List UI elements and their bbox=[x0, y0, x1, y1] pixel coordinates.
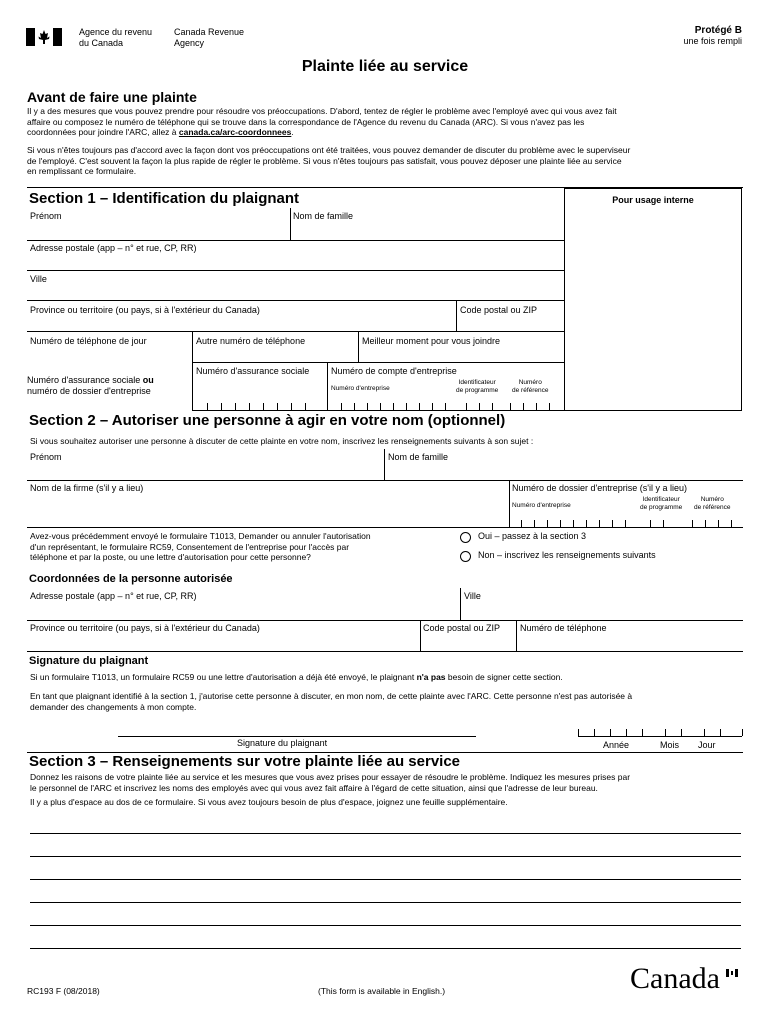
prior-auth-question: Avez-vous précédemment envoyé le formulaire T1013, Demander ou annuler l'autorisation d'un représentant, le formulaire RC59, Consentement de l'entreprise pour l'accès par téléphone et par la poste, ou une lettre d'autorisation pour cette personne? bbox=[30, 531, 371, 562]
char-box-tick bbox=[536, 403, 537, 410]
rep-first-name-field[interactable]: Prénom bbox=[30, 452, 62, 462]
char-box-tick bbox=[650, 520, 651, 527]
rep-last-name-field[interactable]: Nom de famille bbox=[388, 452, 449, 462]
char-box-tick bbox=[492, 403, 493, 410]
no-label: Non – inscrivez les renseignements suivants bbox=[478, 550, 656, 560]
agency-name-fr: Agence du revenu du Canada bbox=[79, 27, 153, 48]
signature-label: Signature du plaignant bbox=[237, 738, 328, 748]
char-box-tick bbox=[586, 520, 587, 527]
char-box-tick bbox=[718, 520, 719, 527]
writing-line[interactable] bbox=[30, 948, 741, 949]
section3-instructions: Donnez les raisons de votre plainte liée au service et les mesures que vous avez prises pour essayer de résoudre le problème. Indiquez les mesures prises par le personnel de l'ARC et inscrivez les noms des employés avec qui vous avez fait affaire à l'égard de cette situation, ainsi que l'adresse de leur bureau. bbox=[30, 772, 631, 793]
english-note: (This form is available in English.) bbox=[318, 986, 446, 996]
rep-province-field[interactable]: Province ou territoire (ou pays, si à l'extérieur du Canada) bbox=[30, 623, 260, 633]
address-field[interactable]: Adresse postale (app – n° et rue, CP, RR) bbox=[30, 243, 197, 253]
best-time-field[interactable]: Meilleur moment pour vous joindre bbox=[362, 336, 501, 346]
sin-field[interactable]: Numéro d'assurance sociale bbox=[196, 366, 310, 376]
last-name-field[interactable]: Nom de famille bbox=[293, 211, 354, 221]
province-field[interactable]: Province ou territoire (ou pays, si à l'extérieur du Canada) bbox=[30, 305, 260, 315]
char-box-tick bbox=[249, 403, 250, 410]
intro-paragraph-1: Il y a des mesures que vous pouvez prendre pour résoudre vos préoccupations. D'abord, tentez de régler le problème avec l'employé avec qui vous avez fait affaire ou composez le numéro de téléphone qui se trouve dans la correspondance de l'Agence du revenu du Canada (ARC). Si vous n'avez pas les coordonnées pour joindre l'ARC, allez à canada.ca/arc-coordonnees. bbox=[27, 106, 617, 137]
char-box-tick bbox=[521, 520, 522, 527]
char-box-tick bbox=[263, 403, 264, 410]
date-box-tick bbox=[578, 729, 579, 736]
char-box-tick bbox=[479, 403, 480, 410]
date-box-tick bbox=[642, 729, 643, 736]
date-box-tick bbox=[626, 729, 627, 736]
char-box-tick bbox=[663, 520, 664, 527]
char-box-tick bbox=[235, 403, 236, 410]
char-box-tick bbox=[510, 403, 511, 410]
char-box-tick bbox=[599, 520, 600, 527]
char-box-tick bbox=[466, 403, 467, 410]
section1-heading: Section 1 – Identification du plaignant bbox=[29, 190, 300, 207]
contact-link[interactable]: canada.ca/arc-coordonnees bbox=[178, 127, 292, 137]
char-box-tick bbox=[692, 520, 693, 527]
char-box-tick bbox=[277, 403, 278, 410]
char-box-tick bbox=[341, 403, 342, 410]
day-phone-field[interactable]: Numéro de téléphone de jour bbox=[30, 336, 147, 346]
intro-paragraph-2: Si vous n'êtes toujours pas d'accord avec la façon dont vos préoccupations ont été traitées, vous pouvez demander de discuter du problème avec le superviseur de l'employé. C'est souvent la façon la plus rapide de régler le problème. Si vous n'êtes toujours pas satisfait, vous pouvez déposer une plainte liée au service en remplissant ce formulaire. bbox=[27, 145, 631, 176]
no-radio[interactable] bbox=[460, 551, 471, 562]
yes-radio[interactable] bbox=[460, 532, 471, 543]
char-box-tick bbox=[291, 403, 292, 410]
firm-name-field[interactable]: Nom de la firme (s'il y a lieu) bbox=[30, 483, 144, 493]
bn-sub-label: Numéro d'entreprise bbox=[331, 385, 390, 392]
other-phone-field[interactable]: Autre numéro de téléphone bbox=[196, 336, 306, 346]
char-box-tick bbox=[393, 403, 394, 410]
char-box-tick bbox=[523, 403, 524, 410]
date-box-tick bbox=[594, 729, 595, 736]
rep-bn-field[interactable]: Numéro de dossier d'entreprise (s'il y a lieu) bbox=[512, 483, 688, 493]
date-box-tick bbox=[610, 729, 611, 736]
reference-label: Numéro de référence bbox=[512, 379, 549, 394]
page-title: Plainte liée au service bbox=[301, 58, 469, 75]
month-label: Mois bbox=[660, 740, 680, 750]
writing-line[interactable] bbox=[30, 925, 741, 926]
char-box-tick bbox=[354, 403, 355, 410]
rep-address-field[interactable]: Adresse postale (app – n° et rue, CP, RR) bbox=[30, 591, 197, 601]
rep-bn-sub-label: Numéro d'entreprise bbox=[512, 502, 571, 509]
authorized-contact-heading: Coordonnées de la personne autorisée bbox=[29, 573, 233, 585]
section3-space-note: Il y a plus d'espace au dos de ce formulaire. Si vous avez toujours besoin de plus d'espace, joignez une feuille supplémentaire. bbox=[30, 797, 508, 807]
day-label: Jour bbox=[698, 740, 716, 750]
internal-use-box: Pour usage interne bbox=[564, 188, 742, 411]
canada-wordmark: Canada bbox=[630, 962, 720, 995]
first-name-field[interactable]: Prénom bbox=[30, 211, 62, 221]
char-box-tick bbox=[705, 520, 706, 527]
canada-flag-icon bbox=[26, 28, 62, 46]
date-box-tick bbox=[742, 729, 743, 736]
signature-note: Si un formulaire T1013, un formulaire RC59 ou une lettre d'autorisation a déjà été envoyé, le plaignant n'a pas besoin de signer cette section. bbox=[30, 672, 563, 682]
char-box-tick bbox=[221, 403, 222, 410]
date-box-tick bbox=[704, 729, 705, 736]
rep-postal-field[interactable]: Code postal ou ZIP bbox=[423, 623, 501, 633]
char-box-tick bbox=[549, 403, 550, 410]
yes-label: Oui – passez à la section 3 bbox=[478, 531, 587, 541]
writing-line[interactable] bbox=[30, 879, 741, 880]
date-box-tick bbox=[681, 729, 682, 736]
char-box-tick bbox=[380, 403, 381, 410]
rep-city-field[interactable]: Ville bbox=[464, 591, 481, 601]
char-box-tick bbox=[612, 520, 613, 527]
char-box-tick bbox=[445, 403, 446, 410]
rep-phone-field[interactable]: Numéro de téléphone bbox=[520, 623, 607, 633]
char-box-tick bbox=[573, 520, 574, 527]
char-box-tick bbox=[367, 403, 368, 410]
sin-or-bn-label: Numéro d'assurance sociale ou numéro de dossier d'entreprise bbox=[27, 375, 154, 396]
char-box-tick bbox=[207, 403, 208, 410]
city-field[interactable]: Ville bbox=[30, 274, 47, 284]
year-label: Année bbox=[603, 740, 630, 750]
rep-program-id-label: Identificateur de programme bbox=[640, 496, 683, 511]
char-box-tick bbox=[625, 520, 626, 527]
program-id-label: Identificateur de programme bbox=[456, 379, 499, 394]
char-box-tick bbox=[547, 520, 548, 527]
agency-name-en: Canada Revenue Agency bbox=[174, 27, 245, 48]
wordmark-flag-icon bbox=[726, 964, 738, 972]
char-box-tick bbox=[560, 520, 561, 527]
writing-line[interactable] bbox=[30, 902, 741, 903]
section3-heading: Section 3 – Renseignements sur votre plainte liée au service bbox=[29, 753, 461, 770]
date-box-tick bbox=[720, 729, 721, 736]
rep-reference-label: Numéro de référence bbox=[694, 496, 731, 511]
date-field[interactable] bbox=[578, 736, 742, 737]
date-box-tick bbox=[665, 729, 666, 736]
bn-field[interactable]: Numéro de compte d'entreprise bbox=[331, 366, 457, 376]
char-box-tick bbox=[406, 403, 407, 410]
section2-heading: Section 2 – Autoriser une personne à agir en votre nom (optionnel) bbox=[29, 412, 506, 429]
signature-authorization: En tant que plaignant identifié à la section 1, j'autorise cette personne à discuter, en mon nom, de cette plainte avec l'ARC. Cette personne n'est pas autorisée à demander des changements à mon compte. bbox=[30, 691, 633, 712]
postal-code-field[interactable]: Code postal ou ZIP bbox=[460, 305, 538, 315]
writing-line[interactable] bbox=[30, 856, 741, 857]
char-box-tick bbox=[432, 403, 433, 410]
signature-line[interactable] bbox=[118, 736, 476, 737]
writing-line[interactable] bbox=[30, 833, 741, 834]
intro-heading: Avant de faire une plainte bbox=[27, 89, 197, 105]
form-id: RC193 F (08/2018) bbox=[27, 986, 100, 996]
char-box-tick bbox=[534, 520, 535, 527]
char-box-tick bbox=[419, 403, 420, 410]
protected-label: Protégé B une fois rempli bbox=[683, 25, 742, 46]
section2-intro: Si vous souhaitez autoriser une personne à discuter de cette plainte en votre nom, inscrivez les renseignements suivants à son sujet : bbox=[30, 436, 534, 446]
char-box-tick bbox=[731, 520, 732, 527]
signature-heading: Signature du plaignant bbox=[29, 655, 149, 667]
char-box-tick bbox=[305, 403, 306, 410]
